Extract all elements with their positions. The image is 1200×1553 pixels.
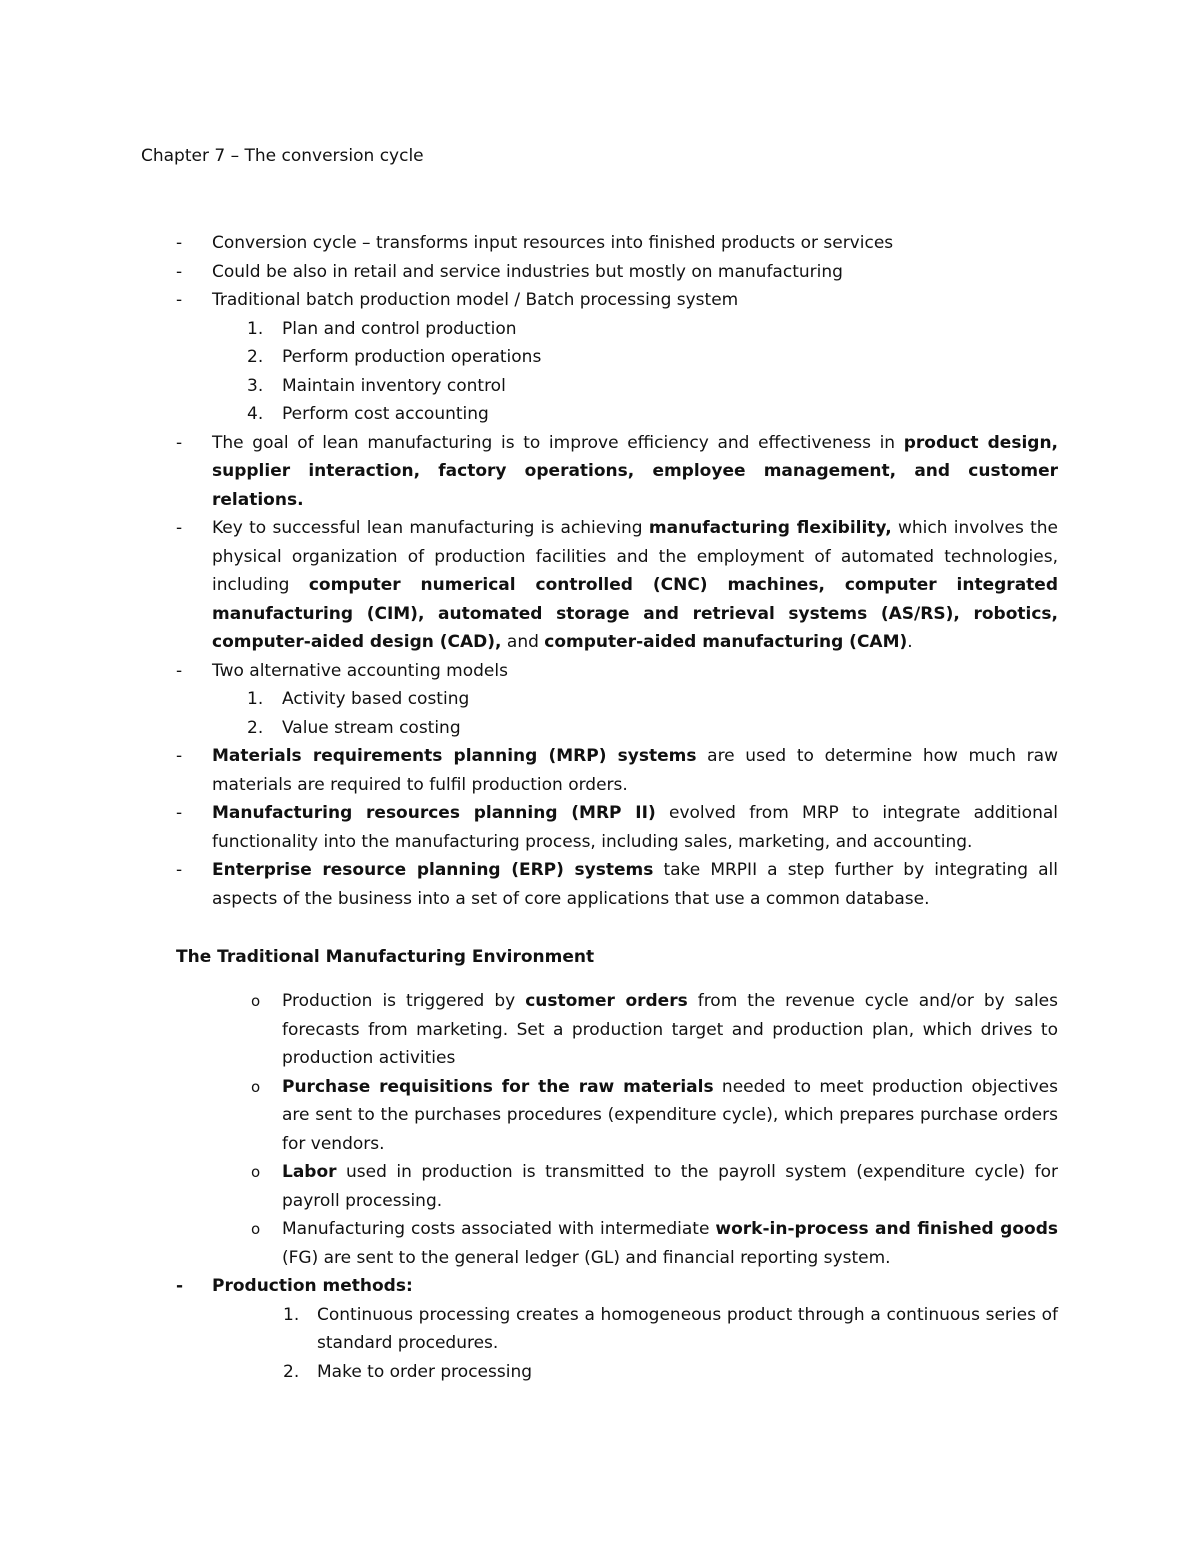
list-item: - Could be also in retail and service industries but mostly on manufacturing [0, 258, 1200, 287]
bullet-dash: - [176, 432, 183, 453]
bullet-dash: - [176, 261, 183, 282]
list-item: - The goal of lean manufacturing is to improve efficiency and effectiveness in product design, supplier interaction, factory operations, employee management, and customer relations. [0, 429, 1200, 515]
page-title: Chapter 7 – The conversion cycle [141, 146, 424, 166]
list-item: - Manufacturing resources planning (MRP II) evolved from MRP to integrate additional functionality into the manufacturing process, including sales, marketing, and accounting. [0, 799, 1200, 856]
list-item: o Labor used in production is transmitted to the payroll system (expenditure cycle) for payroll processing. [0, 1158, 1200, 1215]
numbered-item: 2. Perform production operations [247, 347, 542, 367]
numbered-item: 2. Make to order processing [283, 1361, 533, 1382]
list-item: - Traditional batch production model / Batch processing system [0, 286, 1200, 315]
bullet-circle: o [251, 1077, 261, 1096]
numbered-item: 3. Maintain inventory control [247, 375, 506, 396]
bullet-dash: - [176, 746, 183, 766]
section2-list [0, 987, 1200, 1386]
list-item: o Production is triggered by customer orders from the revenue cycle and/or by sales forecasts from marketing. Set a production target and production plan, which drives to production activities [0, 987, 1200, 1073]
bullet-dash: - [176, 518, 183, 538]
list-item: - Production methods: [0, 1272, 1200, 1301]
bullet-circle: o [251, 1220, 261, 1238]
numbered-item: 4. Perform cost accounting [247, 404, 489, 424]
list-item: - Two alternative accounting models [0, 657, 1200, 686]
list-item: o Purchase requisitions for the raw materials needed to meet production objectives are sent to the purchases procedures (expenditure cycle), which prepares purchase orders for vendors. [0, 1073, 1200, 1159]
list-item: - Key to successful lean manufacturing is achieving manufacturing flexibility, which involves the physical organization of production facilities and the employment of automated technologies, including computer numerical controlled (CNC) machines, computer integrated manufacturing (CIM), automated storage and retrieval systems (AS/RS), robotics, computer-aided design (CAD), and computer-aided manufacturing (CAM). [0, 514, 1200, 657]
bullet-dash: - [176, 660, 183, 681]
numbered-item: 1. Activity based costing [247, 689, 470, 709]
bullet-dash: - [176, 860, 183, 880]
bullet-dash: - [176, 803, 183, 823]
list-item: - Enterprise resource planning (ERP) systems take MRPII a step further by integrating all aspects of the business into a set of core applications that use a common database. [0, 856, 1200, 913]
numbered-item: 2. Value stream costing [247, 717, 461, 738]
bullet-dash: - [176, 233, 183, 253]
bullet-circle: o [251, 1163, 261, 1181]
list-item: - Materials requirements planning (MRP) systems are used to determine how much raw materials are required to fulfil production orders. [0, 742, 1200, 799]
bullet-circle: o [251, 992, 261, 1010]
section-heading: The Traditional Manufacturing Environment [176, 947, 595, 967]
numbered-item: 1. Continuous processing creates a homogeneous product through a continuous series of standard procedures. [283, 1304, 1058, 1353]
list-item: - Conversion cycle – transforms input resources into finished products or services [0, 229, 1200, 258]
section1-list [0, 229, 1200, 913]
list-item: o Manufacturing costs associated with intermediate work-in-process and finished goods (FG) are sent to the general ledger (GL) and financial reporting system. [0, 1215, 1200, 1272]
bullet-dash: - [176, 290, 183, 310]
bullet-dash: - [176, 1276, 184, 1296]
numbered-item: 1. Plan and control production [247, 318, 517, 339]
